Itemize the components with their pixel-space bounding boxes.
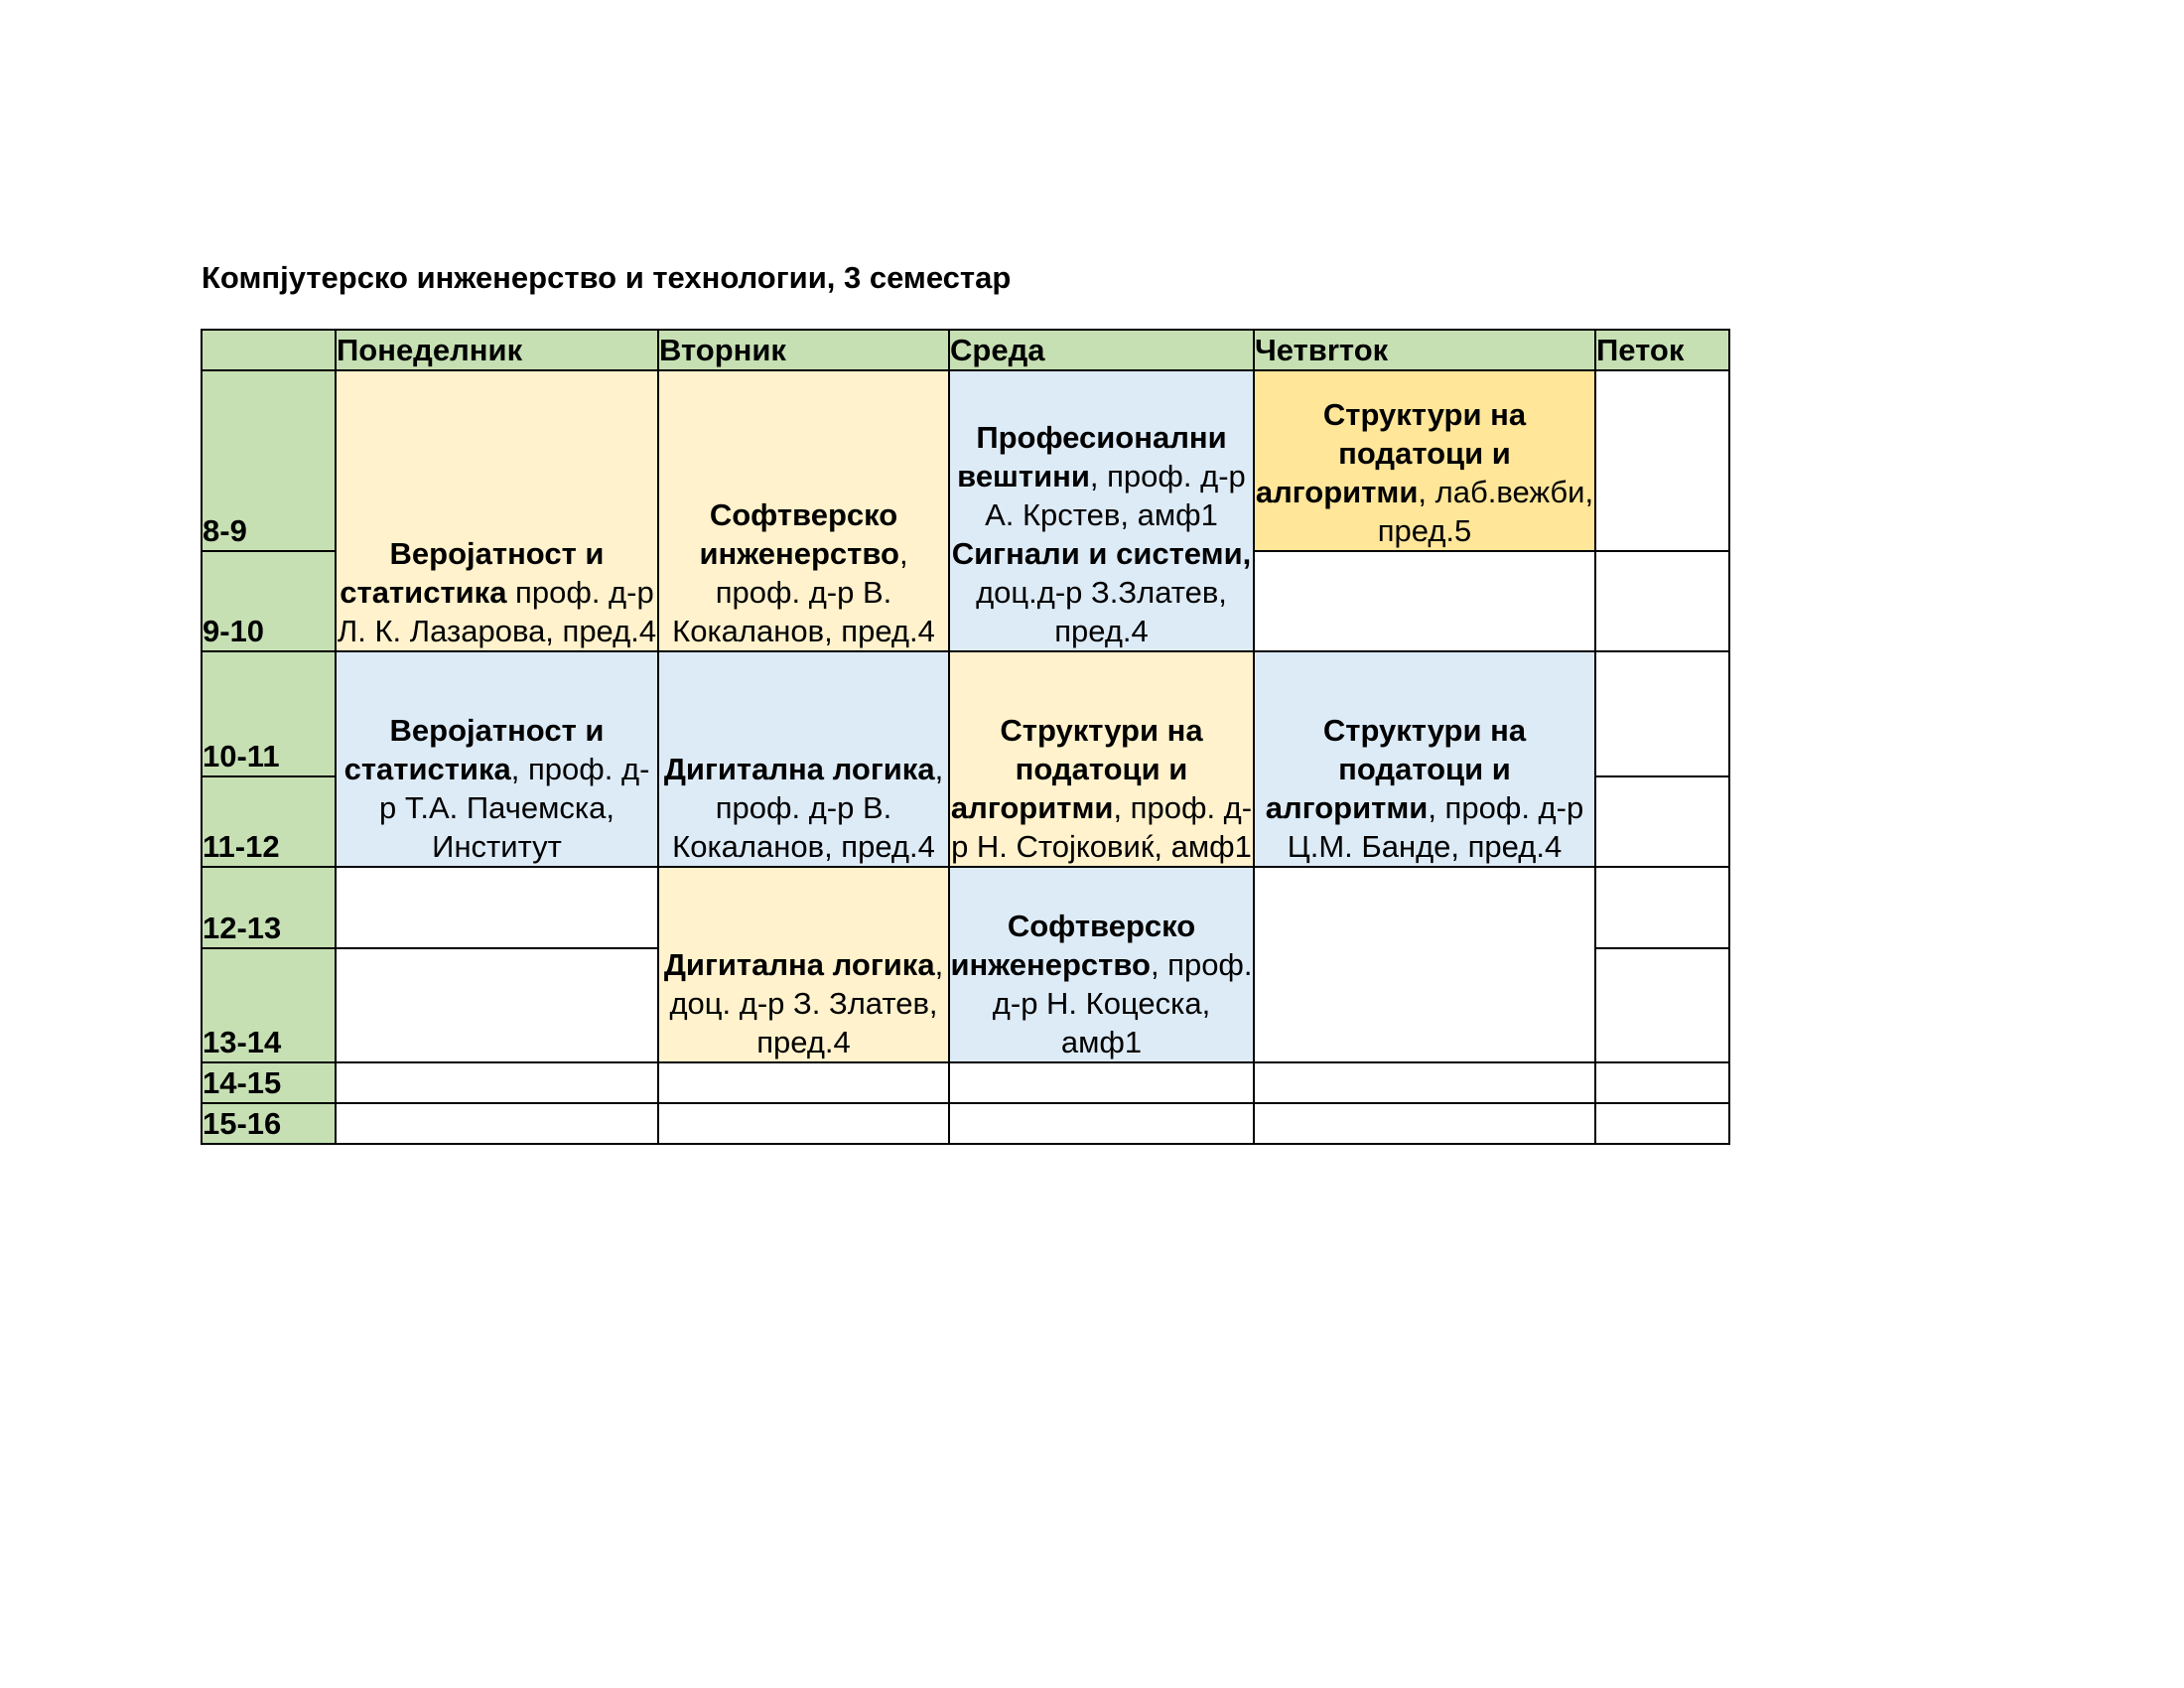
empty-cell <box>336 948 658 1062</box>
empty-cell <box>949 1103 1254 1144</box>
session-details: , проф. д-р Н. Коцеска, амф1 <box>992 947 1253 1059</box>
time-label: 10-11 <box>202 651 336 776</box>
time-row <box>202 1062 1729 1103</box>
empty-cell <box>336 867 658 948</box>
session-subject: Професионални вештини <box>957 420 1227 493</box>
header-wednesday: Среда <box>949 330 1254 370</box>
session-details: , проф. д-р В. Кокаланов, пред.4 <box>672 536 935 648</box>
time-row <box>202 867 1729 948</box>
header-tuesday: Вторник <box>658 330 949 370</box>
empty-cell <box>658 1062 949 1103</box>
empty-cell <box>336 1062 658 1103</box>
empty-cell <box>1254 867 1595 1062</box>
session-subject: Структури на податоци и алгоритми <box>1265 713 1527 825</box>
session-details: , проф. д-р В. Кокаланов, пред.4 <box>672 752 944 864</box>
empty-cell <box>1595 948 1729 1062</box>
header-friday: Петок <box>1595 330 1729 370</box>
time-label: 9-10 <box>202 551 336 651</box>
header-monday: Понеделник <box>336 330 658 370</box>
session-details: доц.д-р З.Златев, пред.4 <box>976 575 1227 648</box>
page-title: Компјутерско инженерство и технологии, 3 семестар <box>202 260 1012 295</box>
empty-cell <box>1595 651 1729 776</box>
session-cell <box>1254 651 1595 867</box>
header-thursday: Четвrток <box>1254 330 1595 370</box>
empty-cell <box>1595 867 1729 948</box>
empty-cell <box>1254 1103 1595 1144</box>
empty-cell <box>1595 776 1729 867</box>
empty-cell <box>1254 551 1595 651</box>
session-cell <box>658 651 949 867</box>
time-row <box>202 370 1729 551</box>
empty-cell <box>336 1103 658 1144</box>
session-subject: Дигитална логика <box>663 752 935 786</box>
session-details: , проф. д-р Н. Стојковиќ, амф1 <box>951 790 1253 864</box>
session-subject: Софтверско инженерство <box>699 497 899 571</box>
time-label: 8-9 <box>202 370 336 551</box>
schedule-table <box>201 329 1730 1145</box>
time-row <box>202 651 1729 776</box>
session-subject: Структури на податоци и алгоритми <box>950 713 1203 825</box>
session-subject: Веројатност и статистика <box>340 536 605 610</box>
session-subject: Сигнали и системи, <box>951 536 1252 571</box>
session-cell <box>949 370 1254 651</box>
session-subject: Дигитална логика <box>663 947 935 982</box>
empty-cell <box>1595 1103 1729 1144</box>
session-subject: Софтверско инженерство <box>950 909 1196 982</box>
session-cell <box>949 867 1254 1062</box>
empty-cell <box>1595 370 1729 551</box>
time-label: 15-16 <box>202 1103 336 1144</box>
session-details: , проф. д-р Ц.М. Банде, пред.4 <box>1287 790 1584 864</box>
empty-cell <box>949 1062 1254 1103</box>
empty-cell <box>1595 551 1729 651</box>
session-details: , проф. д-р Т.А. Пачемска, Институт <box>378 752 650 864</box>
time-label: 11-12 <box>202 776 336 867</box>
session-cell <box>658 867 949 1062</box>
session-subject: Структури на податоци и алгоритми <box>1255 397 1527 509</box>
time-label: 12-13 <box>202 867 336 948</box>
session-cell <box>658 370 949 651</box>
time-label: 14-15 <box>202 1062 336 1103</box>
session-details: , доц. д-р З. Златев, пред.4 <box>669 947 944 1059</box>
empty-cell <box>658 1103 949 1144</box>
time-row <box>202 1103 1729 1144</box>
session-cell <box>336 370 658 651</box>
empty-cell <box>1595 1062 1729 1103</box>
time-label: 13-14 <box>202 948 336 1062</box>
empty-cell <box>1254 1062 1595 1103</box>
session-cell <box>949 651 1254 867</box>
session-details: проф. д-р Л. К. Лазарова, пред.4 <box>337 575 657 648</box>
session-cell <box>1254 370 1595 551</box>
session-details: , лаб.вежби, пред.5 <box>1377 475 1594 548</box>
session-cell <box>336 651 658 867</box>
session-subject: Веројатност и статистика <box>343 713 605 786</box>
header-row <box>202 330 1729 370</box>
header-corner <box>202 330 336 370</box>
session-details: , проф. д-р А. Крстев, амф1 <box>985 459 1246 532</box>
